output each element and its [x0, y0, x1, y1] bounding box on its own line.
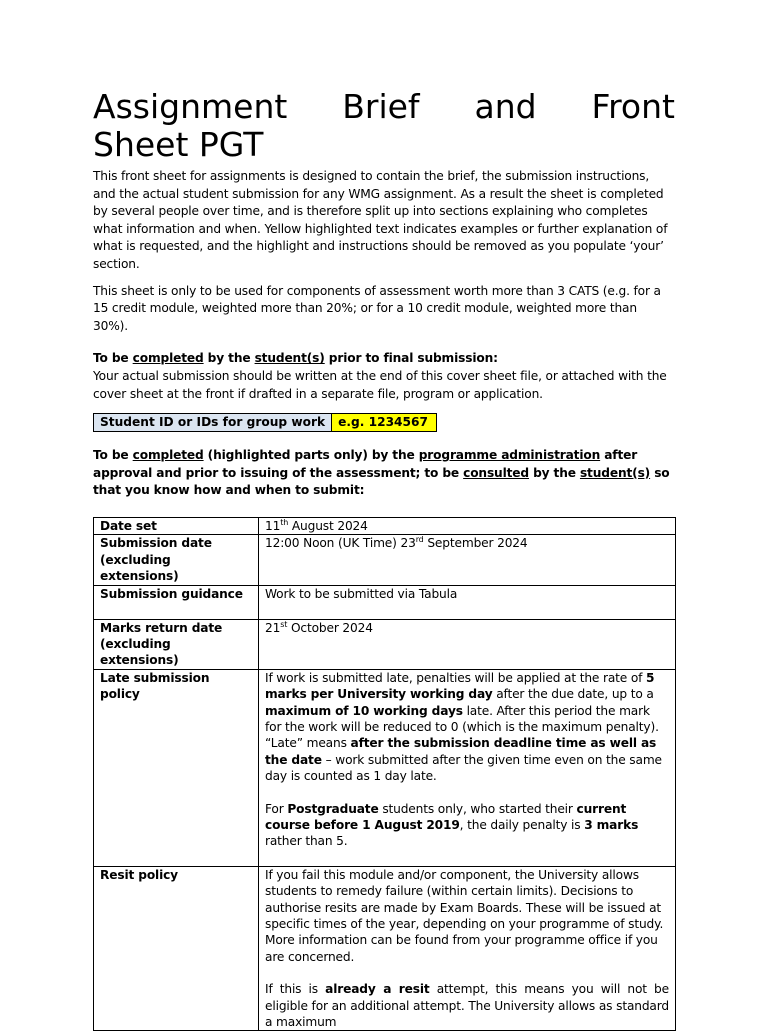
- resit-policy-paragraph-1: If you fail this module and/or component, the University allows students to remedy failure (within certain limits). Decisions to authorise resits are made by Exam Boards. These will be issued at specific times of the year, depending on your programme of study. More information can be found from your programme office if you are concerned.: [265, 867, 664, 964]
- table-row: [94, 585, 676, 619]
- intro-paragraph: This front sheet for assignments is designed to contain the brief, the submission instructions, and the actual student submission for any WMG assignment. As a result the sheet is completed by several people over time, and is therefore split up into sections explaining who completes what information and when. Yellow highlighted text indicates examples or further explanation of what is requested, and the highlight and instructions should be removed as you populate ‘your’ section.: [93, 169, 668, 271]
- table-row: [94, 517, 676, 534]
- marks-return-label: Marks return date (excluding extensions): [94, 619, 259, 669]
- table-row: [94, 669, 676, 866]
- document-page: [93, 88, 675, 1031]
- submission-date-label: Submission date (excluding extensions): [94, 535, 259, 585]
- table-row: [94, 619, 676, 669]
- student-id-label: Student ID or IDs for group work: [94, 414, 332, 432]
- student-section-body: Your actual submission should be written at the end of this cover sheet file, or attached with the cover sheet at the front if drafted in a separate file, program or application.: [93, 368, 667, 401]
- submission-date-value: 12:00 Noon (UK Time) 23rd September 2024: [259, 535, 676, 585]
- document-title: [93, 88, 675, 164]
- title-word: Front: [591, 87, 675, 126]
- late-policy-value: [259, 669, 676, 866]
- student-id-table: [93, 413, 437, 432]
- admin-section-heading: To be completed (highlighted parts only) by the programme administration after approval and prior to issuing of the assessment; to be consulted by the student(s) so that you know how and when to submit:: [93, 448, 670, 498]
- resit-policy-label: Resit policy: [94, 866, 259, 1031]
- assignment-info-table: [93, 517, 676, 1031]
- submission-guidance-value: Work to be submitted via Tabula: [259, 585, 676, 619]
- table-row: [94, 866, 676, 1031]
- student-id-value[interactable]: e.g. 1234567: [332, 414, 437, 432]
- submission-guidance-label: Submission guidance: [94, 585, 259, 619]
- late-policy-paragraph-2: For Postgraduate students only, who started their current course before 1 August 2019, the daily penalty is 3 marks rather than 5.: [265, 801, 639, 849]
- student-section-heading: To be completed by the student(s) prior to final submission:: [93, 351, 498, 366]
- title-word: Brief: [342, 87, 420, 126]
- resit-policy-paragraph-2: If this is already a resit attempt, this means you will not be eligible for an additional attempt. The University allows as standard a maximum: [265, 982, 669, 1030]
- date-set-value: 11th August 2024: [259, 517, 676, 534]
- title-line-2: Sheet PGT: [93, 125, 264, 164]
- title-line-1: [93, 88, 675, 126]
- title-word: and: [474, 87, 537, 126]
- late-policy-paragraph-1: If work is submitted late, penalties will be applied at the rate of 5 marks per University working day after the due date, up to a maximum of 10 working days late. After this period the mark for the work will be reduced to 0 (which is the maximum penalty). “Late” means after the submission deadline time as well as the date – work submitted after the given time even on the same day is counted as 1 day late.: [265, 670, 662, 784]
- cats-note: This sheet is only to be used for components of assessment worth more than 3 CATS (e.g. for a 15 credit module, weighted more than 20%; or for a 10 credit module, weighted more than 30%).: [93, 283, 661, 333]
- late-policy-label: Late submission policy: [94, 669, 259, 866]
- table-row: [94, 535, 676, 585]
- date-set-label: Date set: [94, 517, 259, 534]
- resit-policy-value: [259, 866, 676, 1031]
- marks-return-value: 21st October 2024: [259, 619, 676, 669]
- title-word: Assignment: [93, 87, 288, 126]
